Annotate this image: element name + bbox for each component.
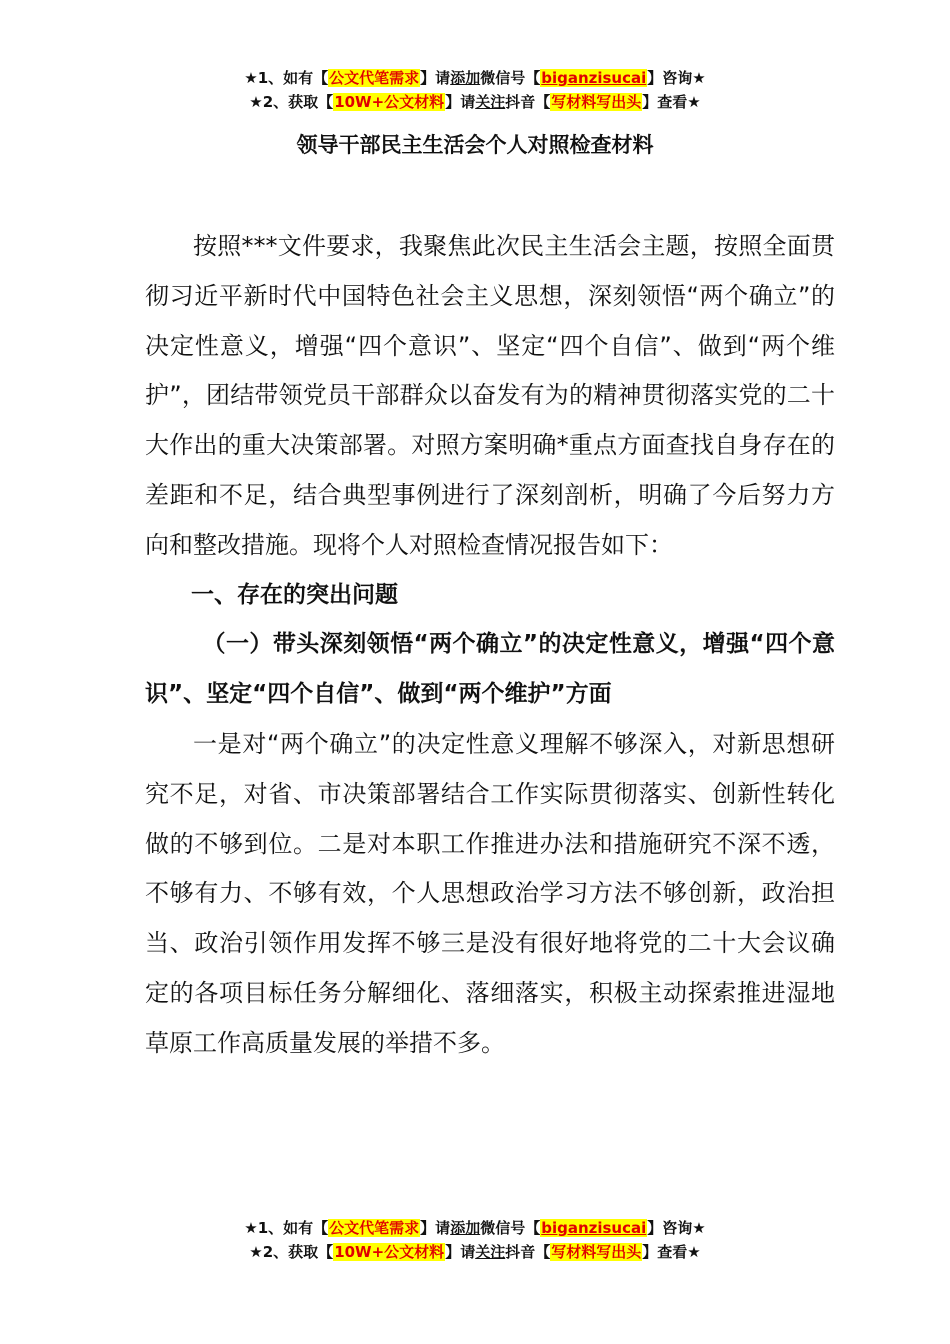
banner-text: 】请 xyxy=(420,1219,451,1237)
bottom-banner xyxy=(0,1216,950,1264)
subsection-paragraph: 一是对“两个确立”的决定性意义理解不够深入，对新思想研究不足，对省、市决策部署结合工作实际贯彻落实、创新性转化做的不够到位。二是对本职工作推进办法和措施研究不深不透，不够有力、不够有效，个人思想政治学习方法不够创新，政治担当、政治引领作用发挥不够三是没有很好地将党的二十大会议确定的各项目标任务分解细化、落细落实，积极主动探索推进湿地草原工作高质量发展的举措不多。 xyxy=(145,729,835,1057)
banner-emphasis: 添加 xyxy=(450,69,481,87)
banner-text: 】咨询★ xyxy=(647,69,706,87)
section-heading: 一、存在的突出问题 xyxy=(191,581,398,608)
banner-text: 微信号【 xyxy=(480,69,541,87)
banner-line-1 xyxy=(0,1216,950,1240)
subsection-heading: （一）带头深刻领悟“两个确立”的决定性意义，增强“四个意识”、坚定“四个自信”、做到“两个维护”方面 xyxy=(145,631,835,708)
banner-text: 】查看★ xyxy=(642,93,701,111)
banner-emphasis: 添加 xyxy=(450,1219,481,1237)
banner-highlight: 公文代笔需求 xyxy=(329,69,420,87)
banner-highlight: 10W+公文材料 xyxy=(334,93,445,111)
banner-text: 】请 xyxy=(445,1243,476,1261)
banner-douyin-id: 写材料写出头 xyxy=(551,1243,642,1261)
banner-text: 】查看★ xyxy=(642,1243,701,1261)
banner-text: 抖音【 xyxy=(505,93,551,111)
banner-line-2 xyxy=(0,1240,950,1264)
banner-text: ★2、获取【 xyxy=(249,1243,334,1261)
banner-line-2 xyxy=(0,90,950,114)
banner-emphasis: 关注 xyxy=(475,93,506,111)
banner-text: 】咨询★ xyxy=(647,1219,706,1237)
banner-text: ★1、如有【 xyxy=(244,69,329,87)
banner-wechat-id: biganzisucai xyxy=(541,1219,647,1237)
document-title: 领导干部民主生活会个人对照检查材料 xyxy=(296,133,654,157)
banner-text: ★2、获取【 xyxy=(249,93,334,111)
banner-text: 】请 xyxy=(420,69,451,87)
banner-emphasis: 关注 xyxy=(475,1243,506,1261)
banner-wechat-id: biganzisucai xyxy=(541,69,647,87)
banner-text: ★1、如有【 xyxy=(244,1219,329,1237)
banner-douyin-id: 写材料写出头 xyxy=(551,93,642,111)
document-body xyxy=(145,222,835,1069)
banner-highlight: 10W+公文材料 xyxy=(334,1243,445,1261)
banner-highlight: 公文代笔需求 xyxy=(329,1219,420,1237)
intro-paragraph: 按照***文件要求，我聚焦此次民主生活会主题，按照全面贯彻习近平新时代中国特色社会主义思想，深刻领悟“两个确立”的决定性意义，增强“四个意识”、坚定“四个自信”、做到“两个维护”，团结带领党员干部群众以奋发有为的精神贯彻落实党的二十大作出的重大决策部署。对照方案明确*重点方面查找自身存在的差距和不足，结合典型事例进行了深刻剖析，明确了今后努力方向和整改措施。现将个人对照检查情况报告如下： xyxy=(145,232,835,559)
banner-text: 抖音【 xyxy=(505,1243,551,1261)
top-banner xyxy=(0,66,950,114)
banner-text: 微信号【 xyxy=(480,1219,541,1237)
banner-line-1 xyxy=(0,66,950,90)
banner-text: 】请 xyxy=(445,93,476,111)
